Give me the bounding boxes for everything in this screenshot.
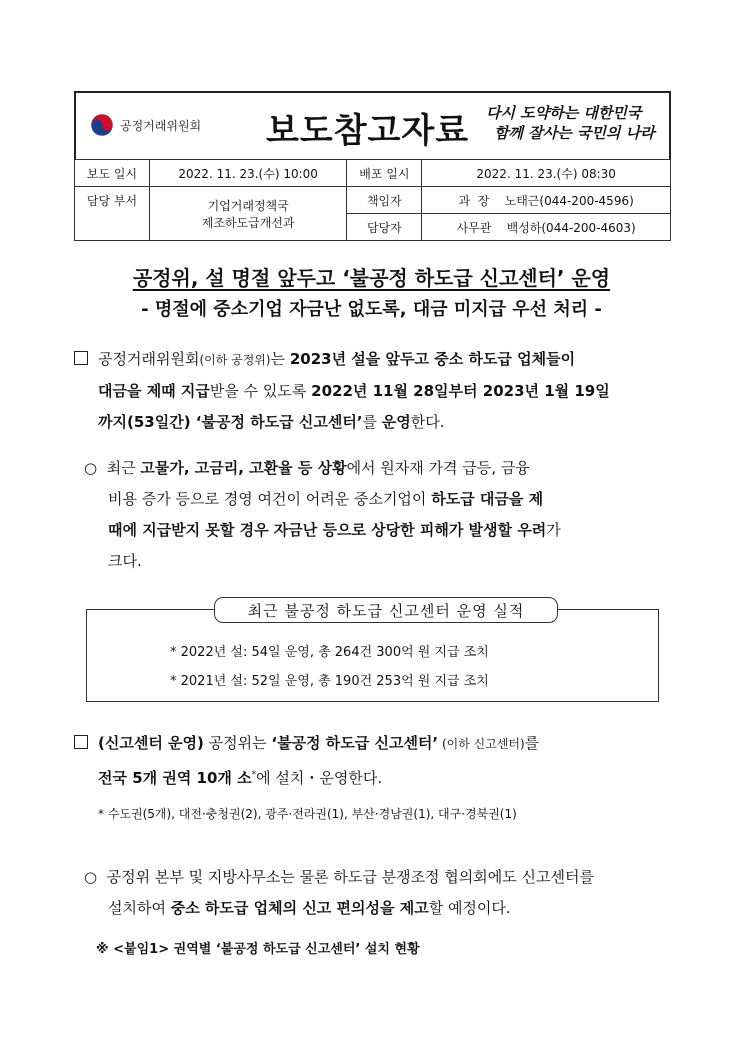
p4-text: 설치하여: [108, 899, 171, 917]
dept-line-1: 기업거래정책국: [207, 198, 289, 213]
headline: 공정위, 설 명절 앞두고 ‘불공정 하도급 신고센터’ 운영: [132, 266, 611, 290]
p3-bold: ‘불공정 하도급 신고센터’: [271, 734, 439, 752]
p3-bold: (신고센터 운영): [98, 734, 204, 752]
footnote-mark: *: [251, 770, 257, 780]
p1-text: 는: [270, 350, 290, 368]
checkbox-square-icon: [74, 735, 88, 749]
p2-bold: 때에 지급받지 못할 경우 자금난 등으로 상당한 피해가 발생할 우려: [108, 521, 547, 539]
attachment-note: ※ <붙임1> 권역별 ‘불공정 하도급 신고센터’ 설치 현황: [96, 942, 420, 957]
dist-date-value: 2022. 11. 23.(수) 08:30: [422, 160, 671, 187]
p1-text: 받을 수 있도록: [209, 382, 312, 400]
p1-text: 한다.: [410, 413, 445, 431]
dept-line-2: 제조하도급개선과: [201, 215, 295, 230]
performance-title: 최근 불공정 하도급 신고센터 운영 실적: [214, 597, 558, 623]
taegeuk-logo-icon: [90, 113, 114, 137]
paragraph-3: [74, 728, 674, 794]
p3-text: 에 설치・운영한다.: [256, 769, 383, 787]
p2-text: 크다.: [108, 552, 142, 570]
staff-label: 담당자: [347, 214, 422, 241]
p2-text: 최근: [106, 459, 141, 477]
footnote: * 수도권(5개), 대전·충청권(2), 광주·전라권(1), 부산·경남권(1), 대구·경북권(1): [98, 807, 517, 821]
release-info-table: [74, 159, 671, 241]
slogan-line-2: 함께 잘사는 국민의 나라: [494, 124, 655, 142]
p3-text: (이하 신고센터): [438, 737, 525, 751]
performance-item-2022: * 2022년 설: 54일 운영, 총 264건 300억 원 지급 조치: [170, 645, 489, 660]
subheadline: - 명절에 중소기업 자금난 없도록, 대금 미지급 우선 처리 -: [141, 299, 602, 320]
p3-text: 공정위는: [203, 734, 272, 752]
p1-bold: 2022년 11월 28일부터 2023년 1월 19일: [311, 382, 610, 400]
checkbox-square-icon: [74, 351, 88, 365]
responsible-value: 과 장 노태근(044-200-4596): [422, 187, 671, 214]
bullet-circle-icon: ○: [84, 868, 98, 886]
p4-text: 공정위 본부 및 지방사무소는 물론 하도급 분쟁조정 협의회에도 신고센터를: [106, 868, 594, 886]
paragraph-2: [84, 453, 674, 577]
org-name: 공정거래위원회: [120, 118, 202, 133]
dept-value: [150, 187, 347, 241]
p2-text: 에서 원자재 가격 급등, 금융: [346, 459, 530, 477]
p1-bold: 운영: [381, 413, 411, 431]
p1-bold: 대금을 제때 지급: [98, 382, 210, 400]
p1-text: (이하 공정위): [199, 353, 271, 367]
doc-type-title: 보도참고자료: [266, 111, 470, 151]
p3-text: 를: [524, 734, 540, 752]
bullet-circle-icon: ○: [84, 459, 98, 477]
p3-bold: 전국 5개 권역 10개 소: [98, 769, 252, 787]
p4-bold: 중소 하도급 업체의 신고 편의성을 제고: [170, 899, 429, 917]
staff-value: 사무관 백성하(044-200-4603): [422, 214, 671, 241]
dist-date-label: 배포 일시: [347, 160, 422, 187]
org-logo: [90, 113, 201, 137]
slogan-line-1: 다시 도약하는 대한민국: [486, 104, 642, 122]
p2-bold: 하도급 대금을 제: [431, 490, 544, 508]
p2-text: 가: [546, 521, 561, 539]
p2-bold: 고물가, 고금리, 고환율 등 상황: [140, 459, 347, 477]
slogan: [486, 103, 666, 143]
report-date-value: 2022. 11. 23.(수) 10:00: [150, 160, 347, 187]
dept-label: 담당 부서: [75, 187, 150, 241]
p1-text: 공정거래위원회: [98, 350, 200, 368]
paragraph-4: [84, 862, 674, 924]
p1-text: 를: [362, 413, 382, 431]
p2-text: 비용 증가 등으로 경영 여건이 어려운 중소기업이: [108, 490, 432, 508]
performance-item-2021: * 2021년 설: 52일 운영, 총 190건 253억 원 지급 조치: [170, 674, 489, 689]
paragraph-1: [74, 344, 674, 438]
p1-bold: 2023년 설을 앞두고 중소 하도급 업체들이: [289, 350, 576, 368]
p4-text: 할 예정이다.: [428, 899, 511, 917]
report-date-label: 보도 일시: [75, 160, 150, 187]
responsible-label: 책임자: [347, 187, 422, 214]
press-header: [74, 91, 671, 159]
p1-bold: 까지(53일간) ‘불공정 하도급 신고센터’: [98, 413, 363, 431]
